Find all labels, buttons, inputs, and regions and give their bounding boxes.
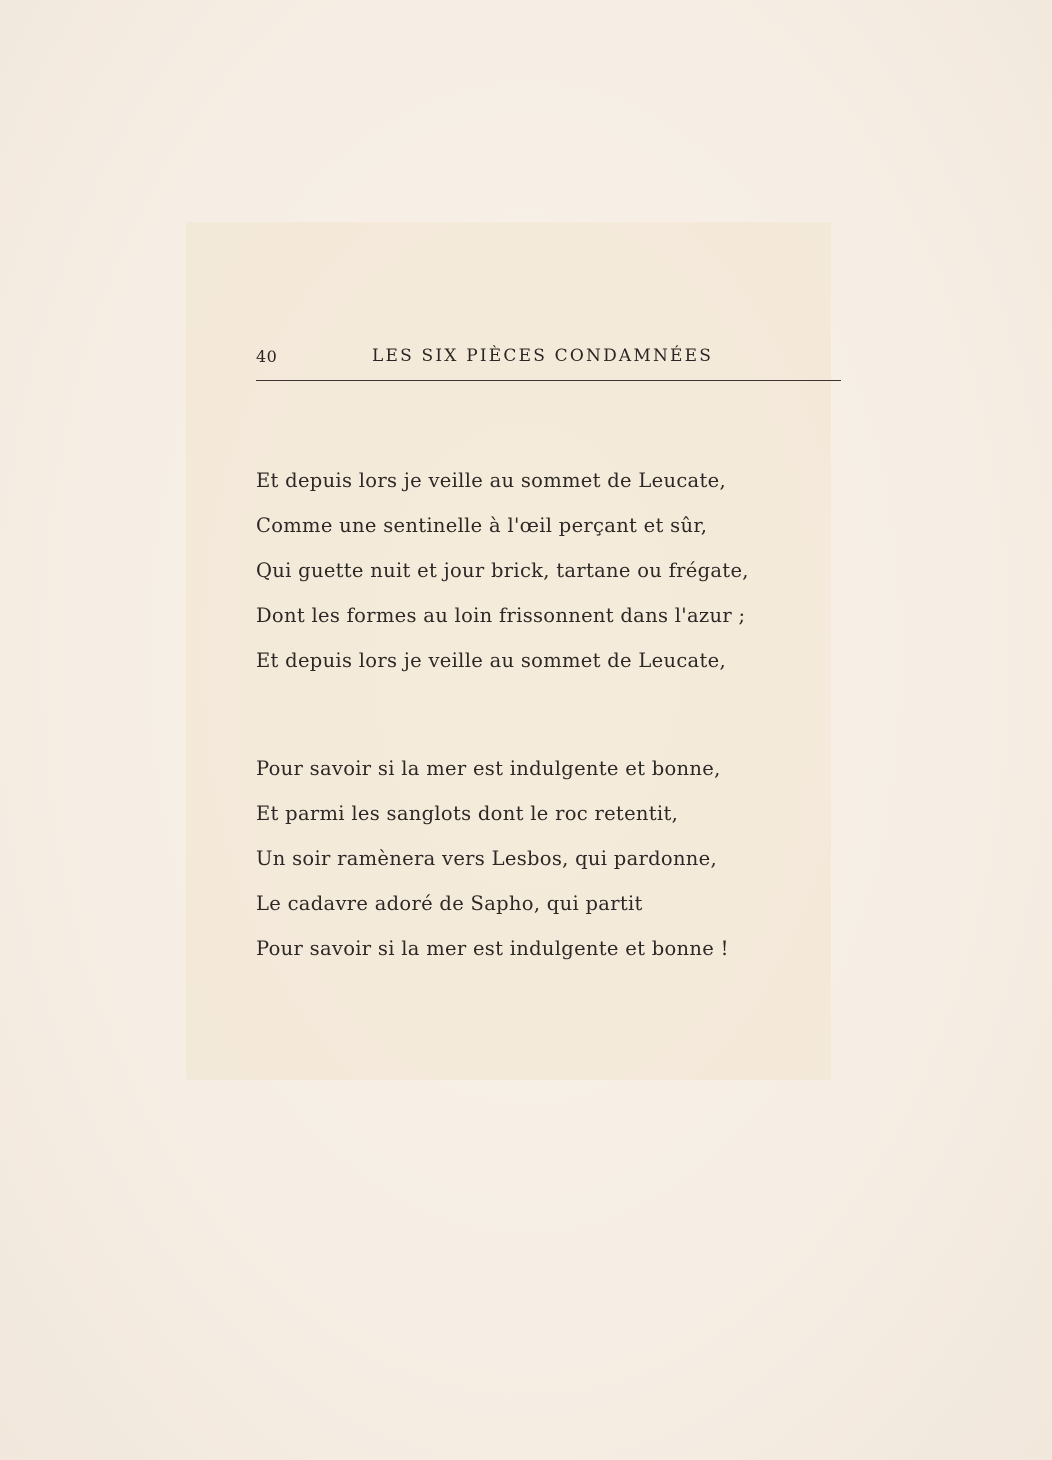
verse-line: Pour savoir si la mer est indulgente et bonne,: [256, 757, 721, 780]
verse-line: Le cadavre adoré de Sapho, qui partit: [256, 892, 643, 915]
verse-line: Et depuis lors je veille au sommet de Leucate,: [256, 649, 726, 672]
verse-line: Pour savoir si la mer est indulgente et bonne !: [256, 937, 729, 960]
verse-line: Et depuis lors je veille au sommet de Leucate,: [256, 469, 726, 492]
stanza: [256, 754, 856, 979]
verse-line: Qui guette nuit et jour brick, tartane ou frégate,: [256, 559, 749, 582]
running-title: LES SIX PIÈCES CONDAMNÉES: [372, 346, 714, 366]
header-rule: [256, 380, 841, 381]
running-head: [256, 343, 841, 373]
verse-line: Et parmi les sanglots dont le roc retentit,: [256, 802, 679, 825]
verse-line: Comme une sentinelle à l'œil perçant et sûr,: [256, 514, 708, 537]
page-number: 40: [256, 347, 278, 366]
verse-line: Un soir ramènera vers Lesbos, qui pardonne,: [256, 847, 718, 870]
verse-line: Dont les formes au loin frissonnent dans l'azur ;: [256, 604, 746, 627]
stanza: [256, 466, 856, 691]
